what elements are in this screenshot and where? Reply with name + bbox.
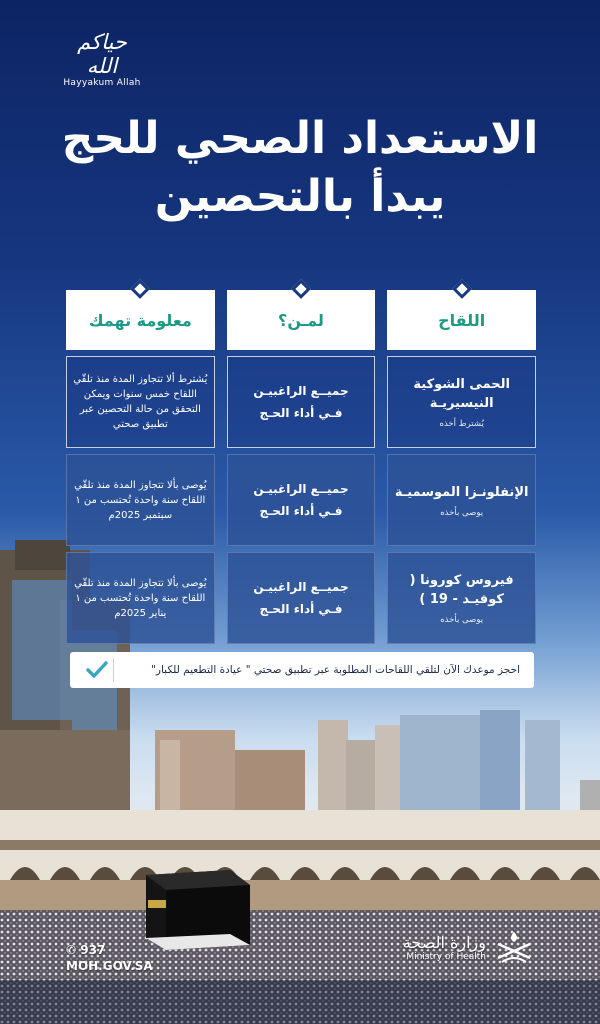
city-buildings [155, 710, 600, 810]
table-row [66, 552, 536, 644]
who-cell [227, 552, 376, 644]
who-line-2: فـي أداء الحـج [259, 602, 343, 616]
who-line-1: جميــع الراغبيـن [253, 580, 349, 594]
table-row [66, 356, 536, 448]
header-info [66, 290, 215, 350]
booking-note-text: احجز موعدك الآن لتلقي اللقاحات المطلوبة عبر تطبيق صحتي " عيادة التطعيم للكبار" [151, 664, 520, 676]
info-text: يُوصى بألا تتجاوز المدة منذ تلقّي اللقاح سنة واحدة تُحتسب من ١ سبتمبر 2025م [74, 479, 207, 521]
header-who [227, 290, 376, 350]
vaccine-note: يوصى بأخذه [440, 615, 484, 625]
diamond-icon [130, 279, 150, 299]
vaccine-cell [387, 454, 536, 546]
header-label: معلومة تهمك [88, 310, 192, 330]
website-link[interactable]: MOH.GOV.SA [66, 959, 153, 973]
info-cell [66, 356, 215, 448]
phone-icon: ✆ [66, 943, 81, 957]
vaccine-note: يُشترط أخذه [439, 419, 484, 429]
contact-info [66, 942, 153, 974]
phone-number: 937 [80, 943, 106, 957]
info-text: يُشترط ألا تتجاوز المدة منذ تلقّي اللقاح خمس سنوات ويمكن التحقق من حالة التحصين عبر تطبيق صحتي [73, 374, 208, 430]
vaccine-note: يوصى بأخذه [440, 507, 484, 518]
info-cell [66, 454, 215, 546]
logo-english-text: Hayyakum Allah [63, 78, 141, 88]
hayyakum-allah-logo [62, 30, 142, 88]
info-text: يُوصى بألا تتجاوز المدة منذ تلقّي اللقاح سنة واحدة تُحتسب من ١ يناير 2025م [74, 577, 207, 619]
vaccine-cell [387, 552, 536, 644]
page-title [40, 110, 560, 226]
vaccine-name: الحمى الشوكية النيسيريـة [413, 377, 510, 411]
diamond-icon [291, 279, 311, 299]
who-line-2: فـي أداء الحـج [259, 504, 343, 518]
ministry-name-english: Ministry of Health [406, 951, 486, 962]
header-vaccine [387, 290, 536, 350]
logo-arabic-text: حياكم الله [77, 30, 127, 78]
vaccine-table [66, 286, 536, 644]
who-cell [227, 356, 376, 448]
info-cell [66, 552, 215, 644]
title-line-2: يبدأ بالتحصين [154, 171, 446, 222]
who-line-1: جميــع الراغبيـن [253, 384, 349, 398]
kaaba [146, 870, 250, 950]
diamond-icon [452, 279, 472, 299]
vaccine-name: فيروس كورونا ( كوفيـد - 19 ) [409, 573, 514, 607]
table-row [66, 454, 536, 546]
vaccine-cell [387, 356, 536, 448]
vaccine-name: الإنفلونـزا الموسميـة [394, 484, 529, 500]
ministry-of-health-logo [403, 930, 534, 964]
header-label: اللقاح [438, 310, 486, 330]
ministry-emblem-icon [494, 930, 534, 964]
title-line-1: الاستعداد الصحي للحج [61, 113, 539, 164]
ministry-name-arabic: وزارة الصحة [402, 932, 486, 952]
who-line-2: فـي أداء الحـج [259, 406, 343, 420]
who-line-1: جميــع الراغبيـن [253, 482, 349, 496]
who-cell [227, 454, 376, 546]
header-label: لمـن؟ [278, 310, 324, 330]
table-header-row [66, 286, 536, 350]
checkmark-icon [80, 658, 114, 682]
booking-note [70, 652, 534, 688]
